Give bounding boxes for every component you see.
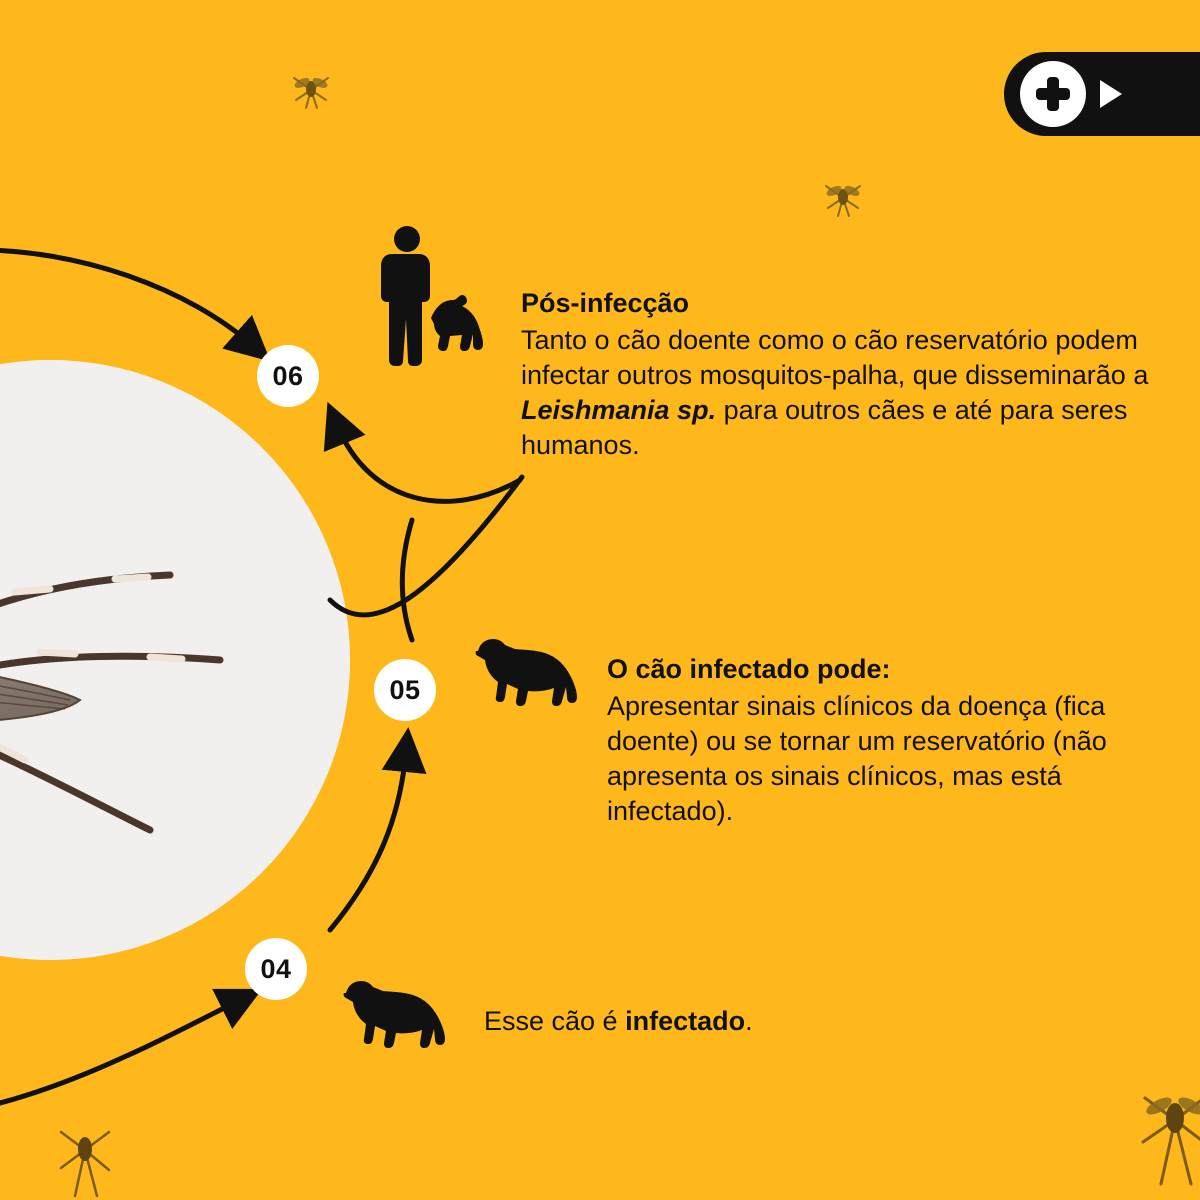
step-heading-05: O cão infectado pode: — [607, 654, 891, 684]
step-heading-06: Pós-infecção — [521, 288, 690, 318]
fly-icon — [55, 1120, 115, 1200]
play-triangle-icon — [1100, 80, 1122, 108]
step-text-04 — [484, 1004, 1004, 1039]
step-badge-06: 06 — [257, 345, 319, 407]
fly-icon — [820, 178, 866, 223]
brand-logo-badge[interactable] — [1004, 52, 1200, 136]
dog-silhouette-icon — [338, 975, 453, 1065]
step-badge-05: 05 — [374, 659, 436, 721]
step-text-06 — [521, 286, 1181, 463]
step-badge-04: 04 — [245, 938, 307, 1000]
fly-icon — [288, 70, 334, 115]
step-body-04: Esse cão é infectado. — [484, 1006, 753, 1036]
sand-fly-photo-circle — [0, 360, 350, 960]
step-body-05: Apresentar sinais clínicos da doença (fica doente) ou se tornar um reservatório (não apresenta os sinais clínicos, mas está infectado). — [607, 691, 1107, 827]
fly-icon — [1135, 1080, 1200, 1195]
step-body-06: Tanto o cão doente como o cão reservatório podem infectar outros mosquitos-palha, que disseminarão a Leishmania sp. para outros cães e até para seres humanos. — [521, 325, 1149, 461]
medical-cross-icon — [1020, 61, 1086, 127]
sand-fly-illustration — [0, 360, 350, 960]
dog-silhouette-icon — [470, 633, 585, 723]
step-text-05 — [607, 652, 1167, 829]
man-and-dog-silhouette-icon — [370, 222, 485, 377]
